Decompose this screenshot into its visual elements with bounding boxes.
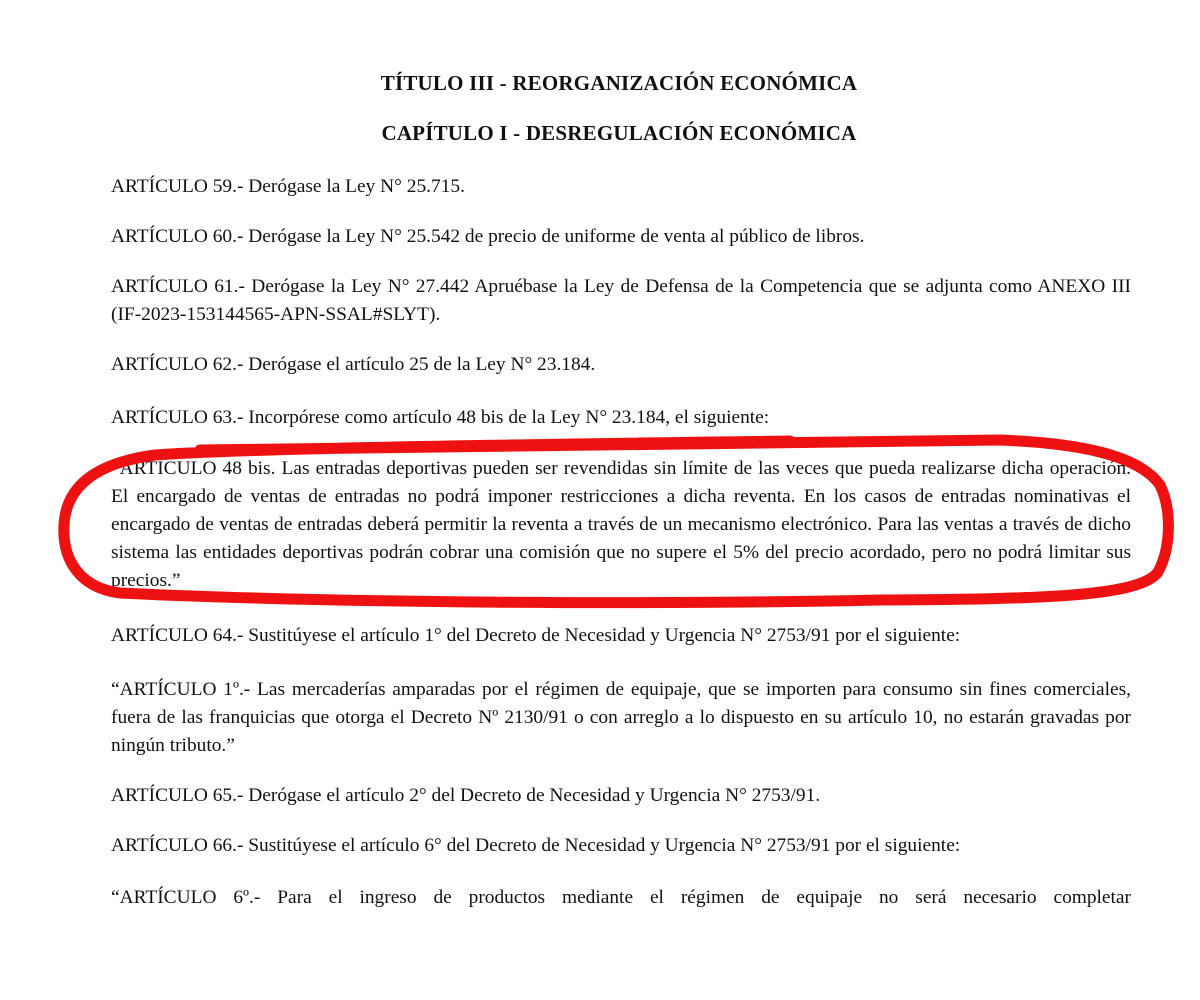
article-60: ARTÍCULO 60.- Derógase la Ley N° 25.542 de precio de uniforme de venta al público de libros. <box>111 226 865 247</box>
article-59: ARTÍCULO 59.- Derógase la Ley N° 25.715. <box>111 176 465 197</box>
article-1-quote: “ARTÍCULO 1º.- Las mercaderías amparadas por el régimen de equipaje, que se importen para consumo sin fines comerciales, fuera de las franquicias que otorga el Decreto Nº 2130/91 o con arreglo a lo dispuesto en su artículo 10, no estarán gravadas por ningún tributo.” <box>111 679 1131 756</box>
title-heading: TÍTULO III - REORGANIZACIÓN ECONÓMICA <box>380 71 858 95</box>
article-62: ARTÍCULO 62.- Derógase el artículo 25 de la Ley N° 23.184. <box>111 354 596 375</box>
article-48-bis-quote: “ARTICULO 48 bis. Las entradas deportivas pueden ser revendidas sin límite de las veces que pueda realizarse dicha operación. El encargado de ventas de entradas no podrá imponer restricciones a dicha reventa. En los casos de entradas nominativas el encargado de ventas de entradas deberá permitir la reventa a través de un mecanismo electrónico. Para las ventas a través de dicho sistema las entidades deportivas podrán cobrar una comisión que no supere el 5% del precio acordado, pero no podrá limitar sus precios.” <box>111 458 1131 591</box>
article-61: ARTÍCULO 61.- Derógase la Ley N° 27.442 Apruébase la Ley de Defensa de la Competencia que se adjunta como ANEXO III (IF-2023-153144565-APN-SSAL#SLYT). <box>111 276 1131 325</box>
article-6-quote: “ARTÍCULO 6º.- Para el ingreso de productos mediante el régimen de equipaje no será necesario completar <box>111 887 1131 908</box>
article-66: ARTÍCULO 66.- Sustitúyese el artículo 6° del Decreto de Necesidad y Urgencia N° 2753/91 por el siguiente: <box>111 835 961 856</box>
article-65: ARTÍCULO 65.- Derógase el artículo 2° del Decreto de Necesidad y Urgencia N° 2753/91. <box>111 785 821 806</box>
article-64: ARTÍCULO 64.- Sustitúyese el artículo 1° del Decreto de Necesidad y Urgencia N° 2753/91 por el siguiente: <box>111 625 961 646</box>
chapter-heading: CAPÍTULO I - DESREGULACIÓN ECONÓMICA <box>381 121 857 145</box>
article-63: ARTÍCULO 63.- Incorpórese como artículo 48 bis de la Ley N° 23.184, el siguiente: <box>111 407 770 428</box>
